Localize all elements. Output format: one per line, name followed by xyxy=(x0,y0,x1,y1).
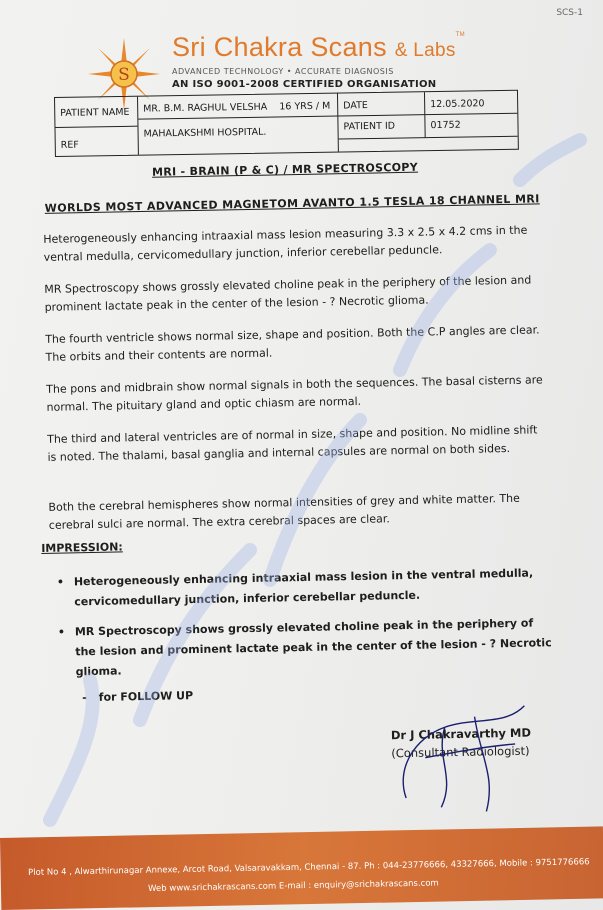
report-date: 12.05.2020 xyxy=(425,91,517,115)
impression-item xyxy=(56,563,555,612)
finding-paragraph: MR Spectroscopy shows grossly elevated choline peak in the periphery of the lesion and prominent lactate peak in the center of the lesion - ? Necrotic glioma. xyxy=(44,273,532,314)
follow-up-text: for FOLLOW UP xyxy=(98,689,194,704)
signature xyxy=(384,695,556,818)
brand-amp: & Labs xyxy=(394,40,456,61)
doctor-name: Dr J Chakravarthy MD xyxy=(390,725,532,743)
patient-name-label: PATIENT NAME xyxy=(55,97,138,128)
report-subtitle: WORLDS MOST ADVANCED MAGNETOM AVANTO 1.5 TESLA 18 CHANNEL MRI xyxy=(44,192,540,215)
finding-paragraph: The third and lateral ventricles are of normal in size, shape and position. No midline shift is noted. The thalami, basal ganglia and internal capsules are normal on both sides. xyxy=(47,423,538,464)
impression-text: Heterogeneously enhancing intraaxial mass lesion in the ventral medulla, cervicomedullary junction, inferior cerebellar peduncle. xyxy=(73,566,534,609)
ref-label: REF xyxy=(55,127,138,156)
bullet-icon: • xyxy=(56,575,65,589)
tagline: ADVANCED TECHNOLOGY • ACCURATE DIAGNOSIS xyxy=(172,67,394,76)
follow-up-note xyxy=(82,689,205,704)
impression-item xyxy=(57,613,556,682)
patient-id-label: PATIENT ID xyxy=(338,115,425,139)
footer-address: Plot No 4 , Alwarthirunagar Annexe, Arcot Road, Valsaravakkam, Chennai - 87. Ph : 044-23776666, 43327666, Mobile : 9751776666 xyxy=(28,857,590,878)
impression-text: MR Spectroscopy shows grossly elevated choline peak in the periphery of the lesion and prominent lactate peak in the center of the lesion - ? Necrotic glioma. xyxy=(74,616,552,679)
finding-paragraph: Heterogeneously enhancing intraaxial mass lesion measuring 3.3 x 2.5 x 4.2 cms in the ventral medulla, cervicomedullary junction, inferior cerebellar peduncle. xyxy=(43,223,528,264)
doctor-designation: (Consultant Radiologist) xyxy=(391,743,530,761)
iso-certification: AN ISO 9001-2008 CERTIFIED ORGANISATION xyxy=(172,79,437,90)
report-title: MRI - BRAIN (P & C) / MR SPECTROSCOPY xyxy=(151,160,419,179)
date-label: DATE xyxy=(338,92,425,116)
patient-name: MR. B.M. RAGHUL VELSHA xyxy=(143,101,268,115)
finding-paragraph: The fourth ventricle shows normal size, shape and position. Both the C.P angles are clear. The orbits and their contents are normal. xyxy=(45,323,540,364)
form-code: SCS-1 xyxy=(556,8,583,18)
footer-contact: Web www.srichakrascans.com E-mail : enquiry@srichakrascans.com xyxy=(148,878,439,894)
brand-tm: TM xyxy=(455,32,465,38)
logo-letter: S xyxy=(118,65,130,85)
brand-main: Sri Chakra Scans xyxy=(172,32,387,62)
patient-age-sex: 16 YRS / M xyxy=(279,100,331,113)
finding-paragraph: Both the cerebral hemispheres show normal intensities of grey and white matter. The cerebral sulci are normal. The extra cerebral spaces are clear. xyxy=(48,491,520,532)
impression-heading: IMPRESSION: xyxy=(41,540,123,555)
finding-paragraph: The pons and midbrain show normal signals in both the sequences. The basal cisterns are normal. The pituitary gland and optic chiasm are normal. xyxy=(46,373,543,414)
referring-hospital: MAHALAKSHMI HOSPITAL. xyxy=(138,117,339,155)
bullet-icon: • xyxy=(57,625,66,639)
patient-id: 01752 xyxy=(425,114,517,138)
follow-up-dash: - xyxy=(82,691,87,705)
